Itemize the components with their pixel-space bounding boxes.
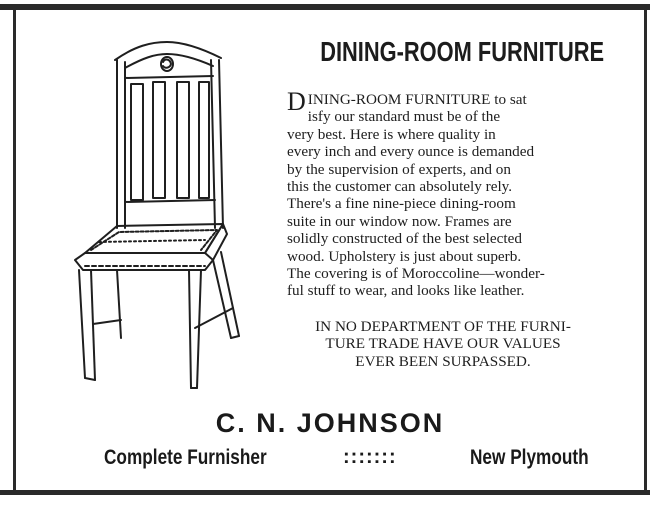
body-line: isfy our standard must be of the bbox=[307, 108, 501, 126]
ad-heading: DINING-ROOM FURNITURE bbox=[320, 36, 605, 67]
body-line: very best. Here is where quality in bbox=[287, 125, 496, 143]
tagline-line: TURE TRADE HAVE OUR VALUES bbox=[325, 335, 561, 353]
body-line: wood. Upholstery is just about superb. bbox=[287, 247, 522, 265]
body-line: solidly constructed of the best selected bbox=[287, 230, 522, 248]
ad-body-copy bbox=[287, 87, 599, 300]
footer-separator: ::::::: bbox=[343, 446, 397, 468]
dining-chair-illustration bbox=[55, 38, 255, 393]
footer-location: New Plymouth bbox=[470, 446, 589, 469]
body-line: The covering is of Moroccoline—wonder- bbox=[287, 265, 545, 283]
ad-tagline bbox=[283, 318, 603, 370]
footer-trade: Complete Furnisher bbox=[104, 446, 267, 469]
body-line: this the customer can absolutely rely. bbox=[287, 178, 513, 196]
tagline-line: IN NO DEPARTMENT OF THE FURNI- bbox=[315, 318, 571, 335]
body-line: INING-ROOM FURNITURE to sat bbox=[307, 91, 527, 108]
drop-cap-letter: D bbox=[287, 87, 306, 116]
top-border-rule bbox=[0, 4, 650, 10]
company-name: C. N. JOHNSON bbox=[215, 408, 445, 438]
body-line: every inch and every ounce is demanded bbox=[287, 143, 535, 161]
body-line: ful stuff to wear, and looks like leather. bbox=[287, 282, 525, 300]
body-line: There's a fine nine-piece dining-room bbox=[287, 195, 516, 213]
left-border-rule bbox=[13, 8, 16, 492]
body-line: by the supervision of experts, and on bbox=[287, 160, 511, 178]
right-border-rule bbox=[644, 8, 647, 492]
body-line: suite in our window now. Frames are bbox=[287, 212, 512, 230]
tagline-line: EVER BEEN SURPASSED. bbox=[355, 352, 531, 370]
bottom-border-rule bbox=[0, 490, 650, 495]
